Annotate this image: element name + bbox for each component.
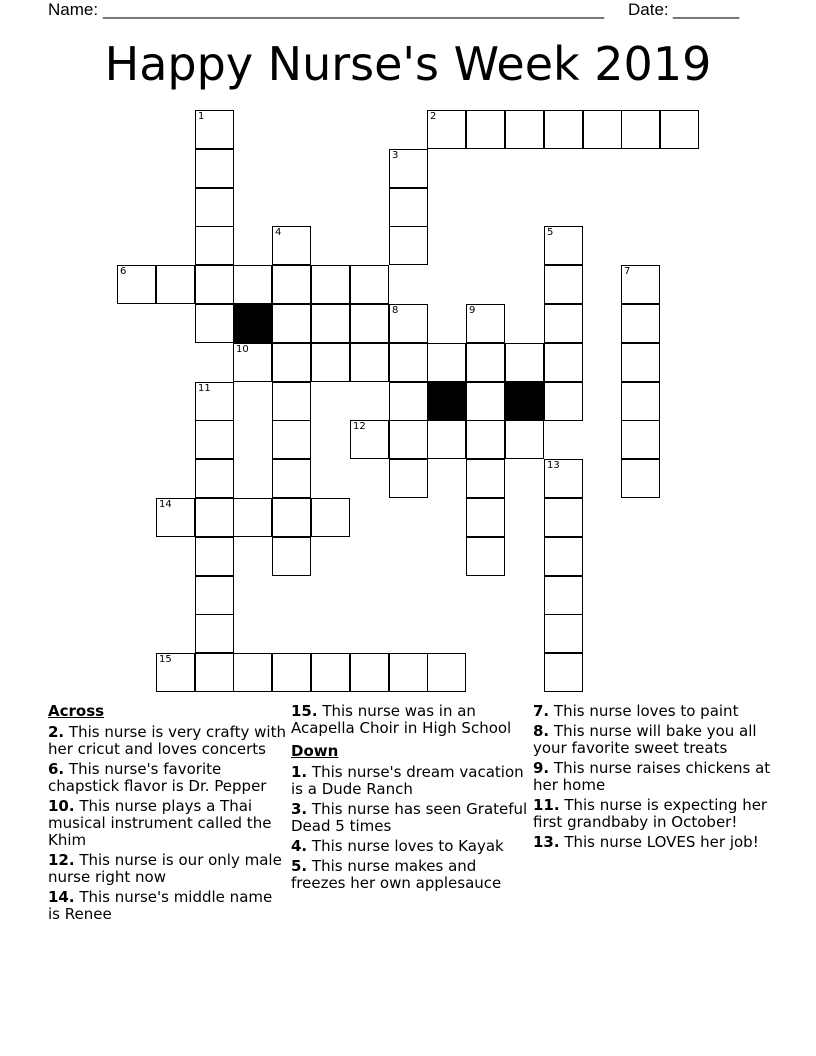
clue-item-number: 13. — [533, 833, 560, 851]
grid-cell[interactable] — [389, 149, 428, 188]
down-clue-list — [291, 764, 531, 892]
date-blank[interactable]: _______ — [673, 0, 740, 19]
clue-item-text: This nurse's dream vacation is a Dude Ranch — [291, 763, 524, 798]
grid-cell[interactable] — [505, 343, 544, 382]
clue-item-text: This nurse is very crafty with her cricut and loves concerts — [48, 723, 286, 758]
clue-item-text: This nurse's middle name is Renee — [48, 888, 273, 923]
grid-block-cell — [233, 304, 272, 343]
grid-cell[interactable] — [389, 226, 428, 265]
clue-item-number: 12. — [48, 851, 75, 869]
clue-item — [291, 838, 531, 855]
clue-item-text: This nurse will bake you all your favorite sweet treats — [533, 722, 757, 757]
grid-cell[interactable] — [272, 537, 311, 576]
grid-cell[interactable] — [544, 653, 583, 692]
grid-cell[interactable] — [311, 304, 350, 343]
grid-cell[interactable] — [427, 110, 466, 149]
page-title: Happy Nurse's Week 2019 — [104, 37, 712, 91]
grid-cell[interactable] — [195, 459, 234, 498]
grid-cell[interactable] — [427, 653, 466, 692]
grid-cell[interactable] — [311, 653, 350, 692]
clue-number: 5 — [547, 227, 554, 238]
across-clue-list — [48, 724, 288, 923]
grid-cell[interactable] — [156, 498, 195, 537]
clue-number: 15 — [159, 654, 172, 665]
clue-number: 4 — [275, 227, 282, 238]
clue-number: 14 — [159, 499, 172, 510]
grid-cell[interactable] — [466, 459, 505, 498]
clue-item-text: This nurse is expecting her first grandbaby in October! — [533, 796, 768, 831]
grid-cell[interactable] — [621, 420, 660, 459]
grid-cell[interactable] — [544, 343, 583, 382]
grid-cell[interactable] — [272, 498, 311, 537]
grid-cell[interactable] — [389, 304, 428, 343]
grid-cell[interactable] — [466, 420, 505, 459]
clue-number: 13 — [547, 460, 560, 471]
down-heading: Down — [291, 742, 339, 760]
grid-cell[interactable] — [195, 226, 234, 265]
grid-cell[interactable] — [272, 459, 311, 498]
clue-number: 7 — [624, 266, 631, 277]
clue-item — [291, 801, 531, 835]
grid-cell[interactable] — [233, 498, 272, 537]
clue-item-number: 6. — [48, 760, 65, 778]
clue-item-text: This nurse's favorite chapstick flavor is Dr. Pepper — [48, 760, 267, 795]
clue-item-text: This nurse loves to paint — [549, 702, 739, 720]
grid-cell[interactable] — [195, 498, 234, 537]
clue-item-number: 8. — [533, 722, 550, 740]
grid-cell[interactable] — [195, 653, 234, 692]
grid-cell[interactable] — [233, 653, 272, 692]
grid-cell[interactable] — [272, 226, 311, 265]
grid-cell[interactable] — [544, 382, 583, 421]
grid-cell[interactable] — [195, 614, 234, 653]
grid-cell[interactable] — [544, 304, 583, 343]
clue-number: 2 — [430, 111, 437, 122]
grid-cell[interactable] — [272, 653, 311, 692]
clue-item-text: This nurse raises chickens at her home — [533, 759, 771, 794]
clues-column-3 — [533, 703, 773, 854]
clue-item-text: This nurse is our only male nurse right now — [48, 851, 282, 886]
clue-item — [533, 797, 773, 831]
grid-cell[interactable] — [466, 343, 505, 382]
name-blank[interactable]: _____________________________________________________ — [103, 0, 605, 19]
grid-block-cell — [505, 382, 544, 421]
grid-cell[interactable] — [389, 343, 428, 382]
clue-number: 8 — [392, 305, 399, 316]
grid-cell[interactable] — [272, 304, 311, 343]
clue-item-text: This nurse was in an Acapella Choir in High School — [291, 702, 512, 737]
grid-cell[interactable] — [466, 537, 505, 576]
grid-cell[interactable] — [195, 420, 234, 459]
grid-cell[interactable] — [544, 226, 583, 265]
grid-cell[interactable] — [389, 653, 428, 692]
across-clue-list-cont — [291, 703, 531, 737]
grid-cell[interactable] — [272, 420, 311, 459]
grid-cell[interactable] — [466, 498, 505, 537]
clue-item-number: 3. — [291, 800, 308, 818]
clue-item — [48, 798, 288, 849]
grid-cell[interactable] — [466, 382, 505, 421]
grid-cell[interactable] — [389, 420, 428, 459]
clue-item — [533, 723, 773, 757]
grid-cell[interactable] — [544, 459, 583, 498]
clue-item — [48, 889, 288, 923]
clue-number: 11 — [198, 383, 211, 394]
clue-item-text: This nurse LOVES her job! — [559, 833, 759, 851]
clue-number: 3 — [392, 150, 399, 161]
clues-column-1 — [48, 703, 288, 926]
grid-cell[interactable] — [621, 343, 660, 382]
clue-item-number: 15. — [291, 702, 318, 720]
grid-cell[interactable] — [117, 265, 156, 304]
across-heading: Across — [48, 702, 105, 720]
grid-cell[interactable] — [195, 382, 234, 421]
grid-cell[interactable] — [427, 420, 466, 459]
clue-item-text: This nurse loves to Kayak — [307, 837, 504, 855]
name-label: Name: — [48, 0, 99, 19]
grid-cell[interactable] — [621, 459, 660, 498]
grid-cell[interactable] — [195, 110, 234, 149]
clue-item-number: 1. — [291, 763, 308, 781]
grid-cell[interactable] — [350, 304, 389, 343]
clue-item-number: 10. — [48, 797, 75, 815]
grid-cell[interactable] — [156, 265, 195, 304]
down-clue-list-cont — [533, 703, 773, 851]
clues-column-2 — [291, 703, 531, 895]
clue-item-number: 9. — [533, 759, 550, 777]
grid-cell[interactable] — [195, 149, 234, 188]
grid-cell[interactable] — [195, 265, 234, 304]
grid-cell[interactable] — [544, 614, 583, 653]
clue-item — [533, 703, 773, 720]
clue-number: 12 — [353, 421, 366, 432]
grid-cell[interactable] — [389, 382, 428, 421]
grid-cell[interactable] — [350, 343, 389, 382]
grid-cell[interactable] — [272, 343, 311, 382]
grid-cell[interactable] — [427, 343, 466, 382]
clue-item — [48, 761, 288, 795]
grid-cell[interactable] — [272, 382, 311, 421]
clue-item-number: 7. — [533, 702, 550, 720]
grid-cell[interactable] — [195, 304, 234, 343]
grid-cell[interactable] — [389, 188, 428, 227]
grid-cell[interactable] — [621, 110, 660, 149]
clue-item-number: 2. — [48, 723, 65, 741]
grid-cell[interactable] — [544, 265, 583, 304]
grid-cell[interactable] — [621, 382, 660, 421]
grid-cell[interactable] — [621, 304, 660, 343]
clue-item — [533, 760, 773, 794]
grid-cell[interactable] — [195, 537, 234, 576]
clue-number: 1 — [198, 111, 205, 122]
grid-block-cell — [427, 382, 466, 421]
clue-number: 9 — [469, 305, 476, 316]
clue-item — [48, 724, 288, 758]
grid-cell[interactable] — [233, 265, 272, 304]
clue-item-number: 5. — [291, 857, 308, 875]
grid-cell[interactable] — [466, 110, 505, 149]
clue-item-number: 14. — [48, 888, 75, 906]
clue-item — [291, 764, 531, 798]
grid-cell[interactable] — [544, 498, 583, 537]
grid-cell[interactable] — [544, 110, 583, 149]
grid-cell[interactable] — [195, 188, 234, 227]
clue-item — [48, 852, 288, 886]
grid-cell[interactable] — [311, 498, 350, 537]
grid-cell[interactable] — [156, 653, 195, 692]
grid-cell[interactable] — [350, 653, 389, 692]
grid-cell[interactable] — [272, 265, 311, 304]
grid-cell[interactable] — [544, 576, 583, 615]
date-label: Date: — [628, 0, 669, 19]
grid-cell[interactable] — [505, 420, 544, 459]
grid-cell[interactable] — [389, 459, 428, 498]
grid-cell[interactable] — [660, 110, 699, 149]
grid-cell[interactable] — [350, 420, 389, 459]
grid-cell[interactable] — [311, 343, 350, 382]
grid-cell[interactable] — [583, 110, 622, 149]
clue-item — [291, 858, 531, 892]
clue-item — [533, 834, 773, 851]
grid-cell[interactable] — [233, 343, 272, 382]
grid-cell[interactable] — [195, 576, 234, 615]
clue-number: 6 — [120, 266, 127, 277]
clue-item-text: This nurse plays a Thai musical instrument called the Khim — [48, 797, 272, 849]
grid-cell[interactable] — [311, 265, 350, 304]
clue-item-number: 11. — [533, 796, 560, 814]
clue-item-number: 4. — [291, 837, 308, 855]
grid-cell[interactable] — [505, 110, 544, 149]
grid-cell[interactable] — [350, 265, 389, 304]
clue-item-text: This nurse has seen Grateful Dead 5 times — [291, 800, 528, 835]
clue-number: 10 — [236, 344, 249, 355]
clue-item — [291, 703, 531, 737]
grid-cell[interactable] — [621, 265, 660, 304]
grid-cell[interactable] — [544, 537, 583, 576]
grid-cell[interactable] — [466, 304, 505, 343]
clue-item-text: This nurse makes and freezes her own applesauce — [291, 857, 502, 892]
